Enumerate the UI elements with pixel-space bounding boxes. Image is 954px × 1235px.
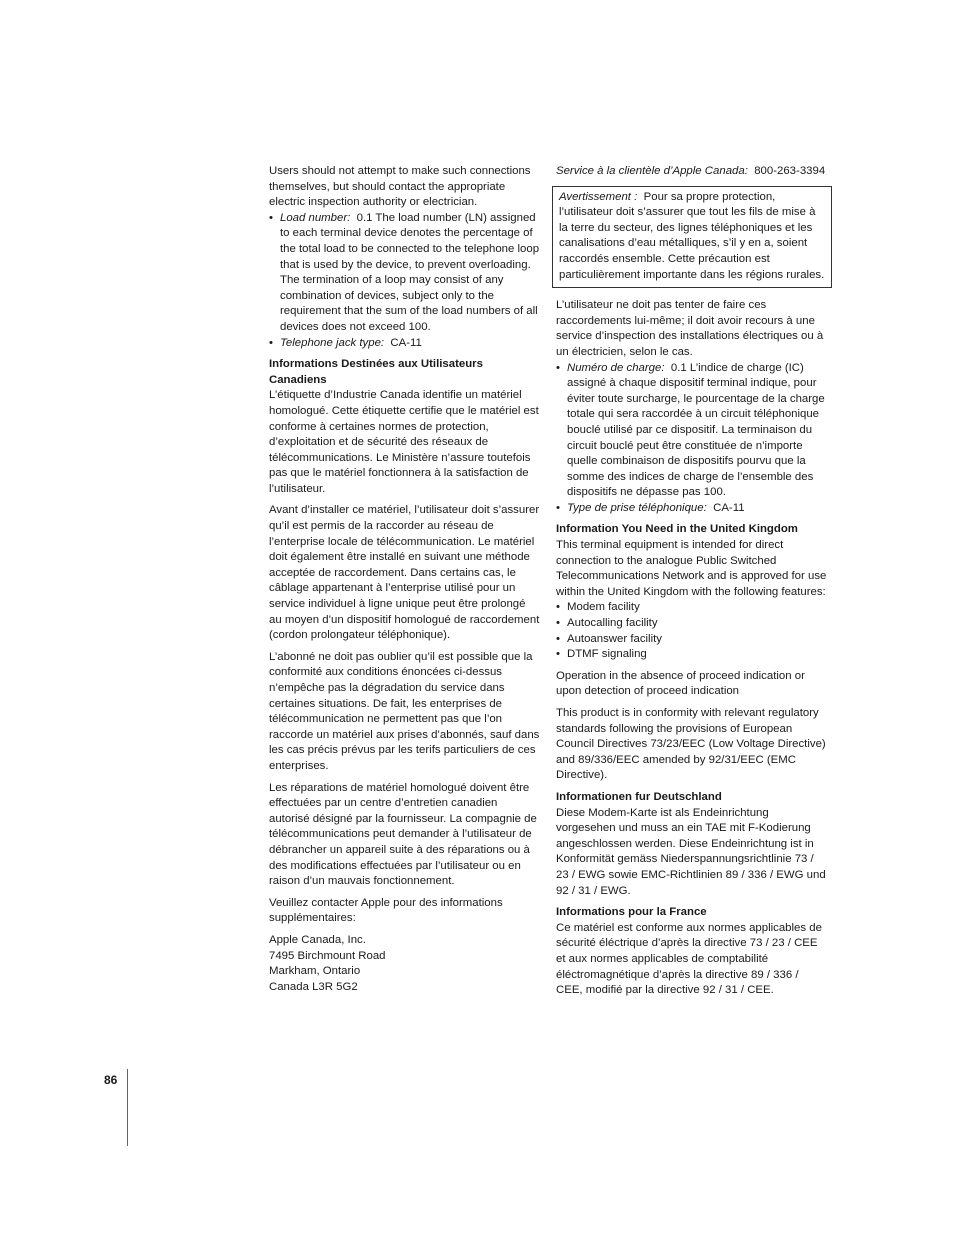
uk-paragraph: This terminal equipment is intended for direct connection to the analogue Public Switched Telecommunications Network and is approved for use within the United Kingdom with the following features: [556, 539, 827, 598]
address-line: Markham, Ontario [269, 965, 361, 978]
address-line: Apple Canada, Inc. [269, 933, 366, 946]
section-heading-germany: Informationen fur Deutschland [556, 790, 722, 803]
address-line: 7495 Birchmount Road [269, 949, 386, 962]
section-heading-canada: Informations Destinées aux Utilisateurs Canadiens [269, 358, 483, 386]
section-heading-uk: Information You Need in the United Kingdom [556, 523, 798, 536]
canada-paragraph: L’abonné ne doit pas oublier qu’il est possible que la conformité aux conditions énoncées ci-dessus n’empêche pas la dégradation du service dans certaines situations. De fait, les enterprises de télécommunication ne permettent pas que l’on raccorde un matériel aux prises d’abonnés, sauf dans les cas précis prévus par les terifs particuliers de ces enterprises. [269, 650, 540, 772]
warning-box [552, 186, 832, 289]
list-item [556, 361, 828, 501]
spec-term: Numéro de charge: [567, 361, 665, 374]
uk-paragraph: This product is in conformity with relevant regulatory standards following the provisions of European Council Directives 73/23/EEC (Low Voltage Directive) and 89/336/EEC amended by 92/31/EEC (EMC Directive). [556, 707, 826, 782]
spec-term: Type de prise téléphonique: [567, 501, 707, 514]
list-item: • DTMF signaling [556, 647, 828, 663]
section-heading-france: Informations pour la France [556, 906, 707, 919]
spec-text: 0.1 The load number (LN) assigned to each terminal device denotes the percentage of the total load to be connected to the telephone loop that is used by the device, to prevent overloading. The termination of a loop may consist of any combination of devices, subject only to the requirement that the sum of the load numbers of all devices does not exceed 100. [280, 211, 540, 333]
spec-text: CA-11 [713, 501, 745, 514]
warning-text: Pour sa propre protection, l’utilisateur doit s’assurer que tout les fils de mise à la terre du secteur, des lignes téléphoniques et les canalisations d’eau métalliques, s’il y en a, soient raccordés ensemble. Cette précaution est particulièrement importante dans les régions rurales. [559, 190, 825, 281]
address-line: Canada L3R 5G2 [269, 980, 358, 993]
uk-feature-list [556, 600, 828, 662]
list-item: • Autoanswer facility [556, 632, 828, 648]
spec-text: 0.1 L’indice de charge (IC) assigné à chaque dispositif terminal indique, pour éviter toute surcharge, le pourcentage de la charge totale qui sera raccordée à un circuit téléphonique bouclé utilisé par ce dispositif. La terminaison du circuit bouclé peut être constituée de n’importe quelle combinaison de dispositifs pourvu que la somme des indices de charge de l’ensemble des dispositifs ne dépasse pas 100. [567, 361, 825, 499]
uk-paragraph: Operation in the absence of proceed indication or upon detection of proceed indication [556, 669, 805, 698]
list-item: • Autocalling facility [556, 616, 828, 632]
list-item [556, 501, 828, 517]
france-paragraph: Ce matériel est conforme aux normes applicables de sécurité éléctrique d’après la directive 73 / 23 / CEE et aux normes applicables de comptabilité éléctromagnétique d’après la directive 89 / 336 / CEE, modifié par la directive 92 / 31 / CEE. [556, 921, 822, 997]
telecom-spec-list [269, 211, 541, 351]
left-column [269, 164, 541, 1001]
canada-paragraph: Avant d’installer ce matériel, l’utilisateur doit s’assurer qu’il est permis de la raccorder au réseau de l’enterprise locale de télécommunication. Le matériel doit également être installé en suivant une méthode acceptée de raccordement. Dans certains cas, le câblage appartenant à l’enterprise utilisé pour un service individuel à ligne unique peut être prolongé au moyen d’un dispositif homologué de raccordement (cordon prolongateur téléphonique). [269, 504, 540, 642]
page-margin-rule [127, 1069, 128, 1146]
spec-term: Load number: [280, 211, 351, 224]
spec-term: Telephone jack type: [280, 336, 385, 349]
service-line [556, 164, 828, 180]
fr-intro-paragraph: L’utilisateur ne doit pas tenter de faire ces raccordements lui-même; il doit avoir recours à une service d’inspection des installations électriques ou à un électricien, selon le cas. [556, 299, 824, 358]
list-item [269, 336, 541, 352]
right-column [556, 164, 828, 1005]
canada-paragraph: Veuillez contacter Apple pour des informations supplémentaires: [269, 896, 503, 925]
list-item: • Modem facility [556, 600, 828, 616]
canada-paragraph: Les réparations de matériel homologué doivent être effectuées par un centre d’entretien canadien autorisé désigné par la fournisseur. La compagnie de télécommunications peut demander à l’utilisateur de débrancher un appareil suite à des réparations ou à des modifications effectuées par l’utilisateur ou en raison d’un mauvais fonctionnement. [269, 781, 537, 888]
spec-text: CA-11 [390, 336, 422, 349]
intro-paragraph: Users should not attempt to make such connections themselves, but should contact the appropriate electric inspection authority or electrician. [269, 165, 531, 209]
address-block [269, 933, 541, 995]
service-term: Service à la clientèle d’Apple Canada: [556, 165, 748, 177]
canada-paragraph: L’étiquette d’Industrie Canada identifie un matériel homologué. Cette étiquette certifie que le matériel est conforme à certaines normes de protection, d’exploitation et de sécurité des réseaux de télécommunications. Le Ministère n’assure toutefois pas que le matériel fonctionnera à la satisfaction de l’utilisateur. [269, 389, 539, 495]
service-phone: 800-263-3394 [754, 165, 826, 177]
germany-paragraph: Diese Modem-Karte ist als Endeinrichtung vorgesehen und muss an ein TAE mit F-Kodierung angeschlossen werden. Diese Endeinrichtung ist in Konformität gemäss Niederspannungsrichtlinie 73 / 23 / EWG sowie EMC-Richtlinien 89 / 336 / EWG und 92 / 31 / EWG. [556, 806, 826, 897]
warning-term: Avertissement : [559, 190, 638, 203]
fr-spec-list [556, 361, 828, 517]
list-item [269, 211, 541, 336]
page-number: 86 [104, 1073, 118, 1087]
